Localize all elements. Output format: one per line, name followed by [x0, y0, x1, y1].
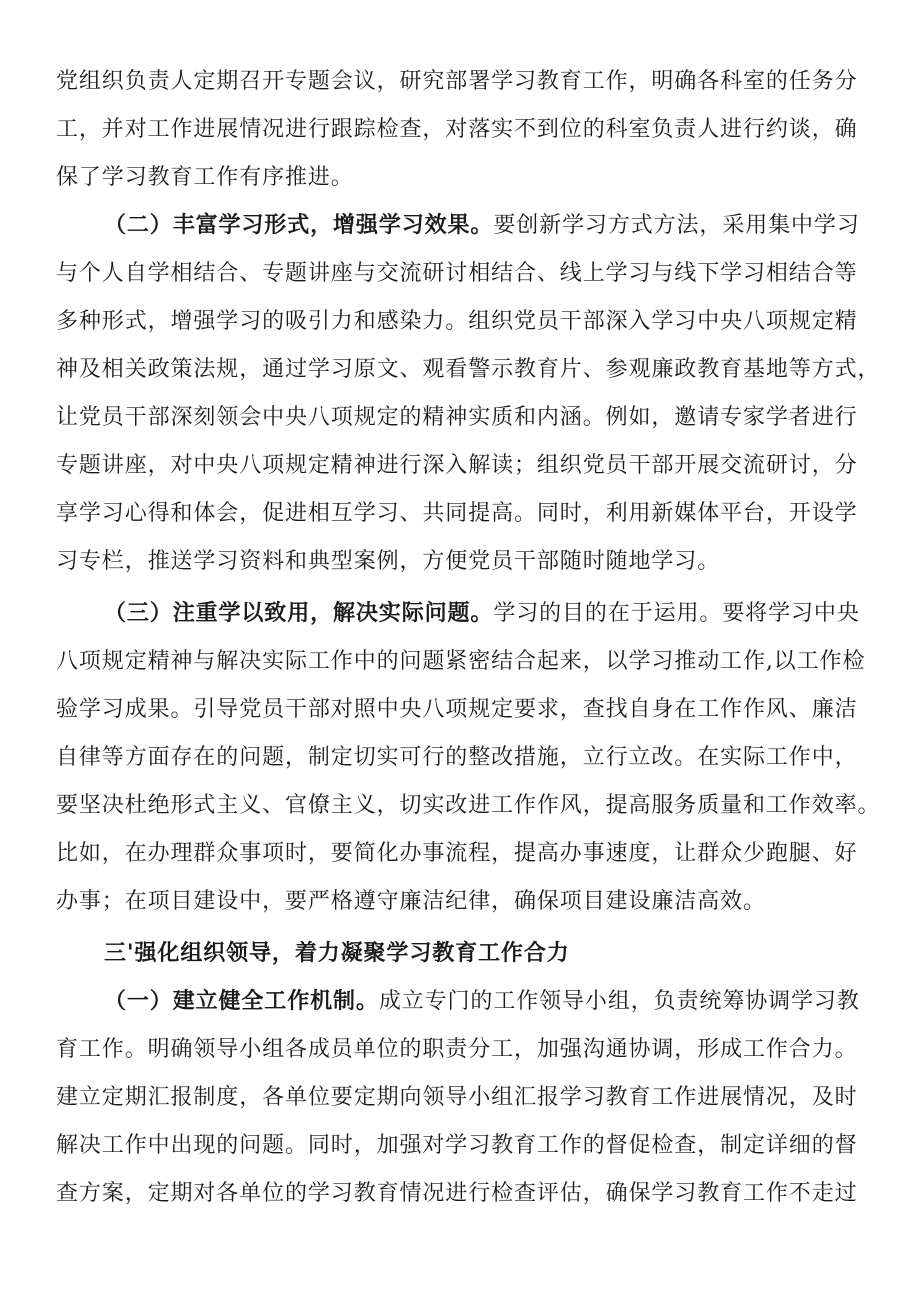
subsection-3-first-line — [104, 590, 860, 638]
paragraph-line: 解决工作中出现的问题。同时，加强对学习教育工作的督促检查，制定详细的督 — [56, 1133, 858, 1158]
paragraph-line: 党组织负责人定期召开专题会议，研究部署学习教育工作，明确各科室的任务分 — [56, 69, 858, 94]
paragraph-line: 与个人自学相结合、专题讲座与交流研讨相结合、线上学习与线下学习相结合等 — [56, 261, 858, 286]
paragraph-line: 办事；在项目建设中，要严格遵守廉洁纪律，确保项目建设廉洁高效。 — [56, 889, 766, 914]
subsection-1-title: （一）建立健全工作机制。 — [104, 989, 379, 1014]
paragraph-line: 保了学习教育工作有序推进。 — [56, 165, 354, 190]
paragraph-line: 习专栏，推送学习资料和典型案例，方便党员干部随时随地学习。 — [56, 549, 721, 574]
paragraph-line: 验学习成果。引导党员干部对照中央八项规定要求，查找自身在工作作风、廉洁 — [56, 697, 858, 722]
paragraph-line: 育工作。明确领导小组各成员单位的职责分工，加强沟通协调，形成工作合力。 — [56, 1037, 858, 1062]
paragraph-line: 查方案，定期对各单位的学习教育情况进行检查评估，确保学习教育工作不走过 — [56, 1181, 858, 1206]
section-3-heading: 三'强化组织领导，着力凝聚学习教育工作合力 — [104, 941, 570, 966]
paragraph-line: 专题讲座，对中央八项规定精神进行深入解读；组织党员干部开展交流研讨，分 — [56, 453, 858, 478]
paragraph-line: 要坚决杜绝形式主义、官僚主义，切实改进工作作风，提高服务质量和工作效率。 — [56, 793, 881, 818]
paragraph-line: 比如，在办理群众事项时，要简化办事流程，提高办事速度，让群众少跑腿、好 — [56, 841, 858, 866]
paragraph-line: 工，并对工作进展情况进行跟踪检查，对落实不到位的科室负责人进行约谈，确 — [56, 117, 858, 142]
subsection-1-first-line — [104, 978, 860, 1026]
paragraph-line: 建立定期汇报制度，各单位要定期向领导小组汇报学习教育工作进展情况，及时 — [56, 1085, 858, 1110]
paragraph-line: 让党员干部深刻领会中央八项规定的精神实质和内涵。例如，邀请专家学者进行 — [56, 405, 858, 430]
paragraph-line: 享学习心得和体会，促进相互学习、共同提高。同时，利用新媒体平台，开设学 — [56, 501, 858, 526]
subsection-2-first-line — [104, 202, 860, 250]
paragraph-line: 神及相关政策法规，通过学习原文、观看警示教育片、参观廉政教育基地等方式， — [56, 357, 881, 382]
paragraph-text: 要创新学习方式方法，采用集中学习 — [493, 213, 860, 238]
subsection-2-title: （二）丰富学习形式，增强学习效果。 — [104, 213, 494, 238]
paragraph-line: 八项规定精神与解决实际工作中的问题紧密结合起来，以学习推动工作,以工作检 — [56, 649, 866, 674]
paragraph-line: 自律等方面存在的问题，制定切实可行的整改措施，立行立改。在实际工作中， — [56, 745, 858, 770]
subsection-3-title: （三）注重学以致用，解决实际问题。 — [104, 601, 494, 626]
paragraph-line: 多种形式，增强学习的吸引力和感染力。组织党员干部深入学习中央八项规定精 — [56, 309, 858, 334]
paragraph-text: 成立专门的工作领导小组，负责统筹协调学习教 — [378, 989, 860, 1014]
paragraph-text: 学习的目的在于运用。要将学习中央 — [493, 601, 860, 626]
